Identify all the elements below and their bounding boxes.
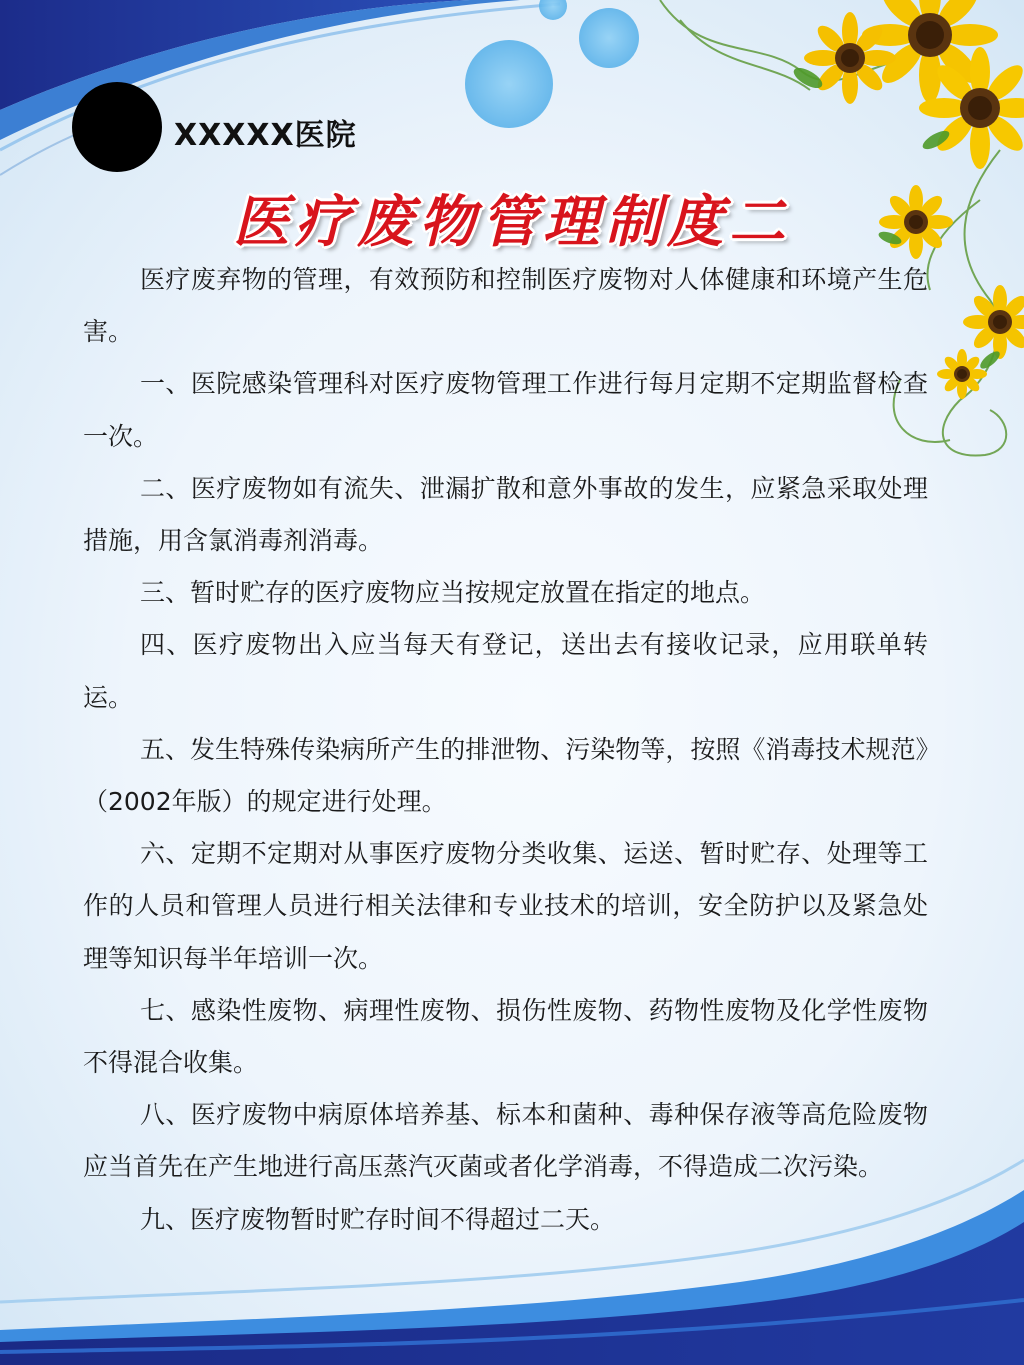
hospital-logo: [72, 82, 162, 172]
paragraph-item-7: 七、感染性废物、病理性废物、损伤性废物、药物性废物及化学性废物不得混合收集。: [83, 995, 928, 1078]
regulation-body: [83, 254, 928, 1246]
paragraph-intro: 医疗废弃物的管理，有效预防和控制医疗废物对人体健康和环境产生危害。: [83, 265, 928, 347]
page-title: 医疗废物管理制度二: [233, 190, 791, 255]
paragraph-item-4: 四、医疗废物出入应当每天有登记，送出去有接收记录，应用联单转运。: [83, 630, 928, 712]
sunflower-6: [937, 349, 987, 399]
paragraph-item-1: 一、医院感染管理科对医疗废物管理工作进行每月定期不定期监督检查一次。: [83, 369, 928, 451]
paragraph-item-2: 二、医疗废物如有流失、泄漏扩散和意外事故的发生，应紧急采取处理措施，用含氯消毒剂消毒。: [83, 473, 928, 556]
paragraph-item-9: 九、医疗废物暂时贮存时间不得超过二天。: [140, 1204, 616, 1234]
paragraph-item-5: 五、发生特殊传染病所产生的排泄物、污染物等，按照《消毒技术规范》（2002年版）的规定进行处理。: [83, 734, 928, 817]
bubble-large: [465, 40, 553, 128]
paragraph-item-3: 三、暂时贮存的医疗废物应当按规定放置在指定的地点。: [140, 578, 766, 608]
paragraph-item-8: 八、医疗废物中病原体培养基、标本和菌种、毒种保存液等高危险废物应当首先在产生地进行高压蒸汽灭菌或者化学消毒，不得造成二次污染。: [83, 1100, 928, 1182]
paragraph-item-6: 六、定期不定期对从事医疗废物分类收集、运送、暂时贮存、处理等工作的人员和管理人员进行相关法律和专业技术的培训，安全防护以及紧急处理等知识每半年培训一次。: [83, 839, 928, 973]
hospital-name: XXXXX医院: [174, 118, 357, 153]
bubble-small: [539, 0, 567, 20]
bubble-mid: [579, 8, 639, 68]
sunflower-5: [963, 285, 1024, 359]
